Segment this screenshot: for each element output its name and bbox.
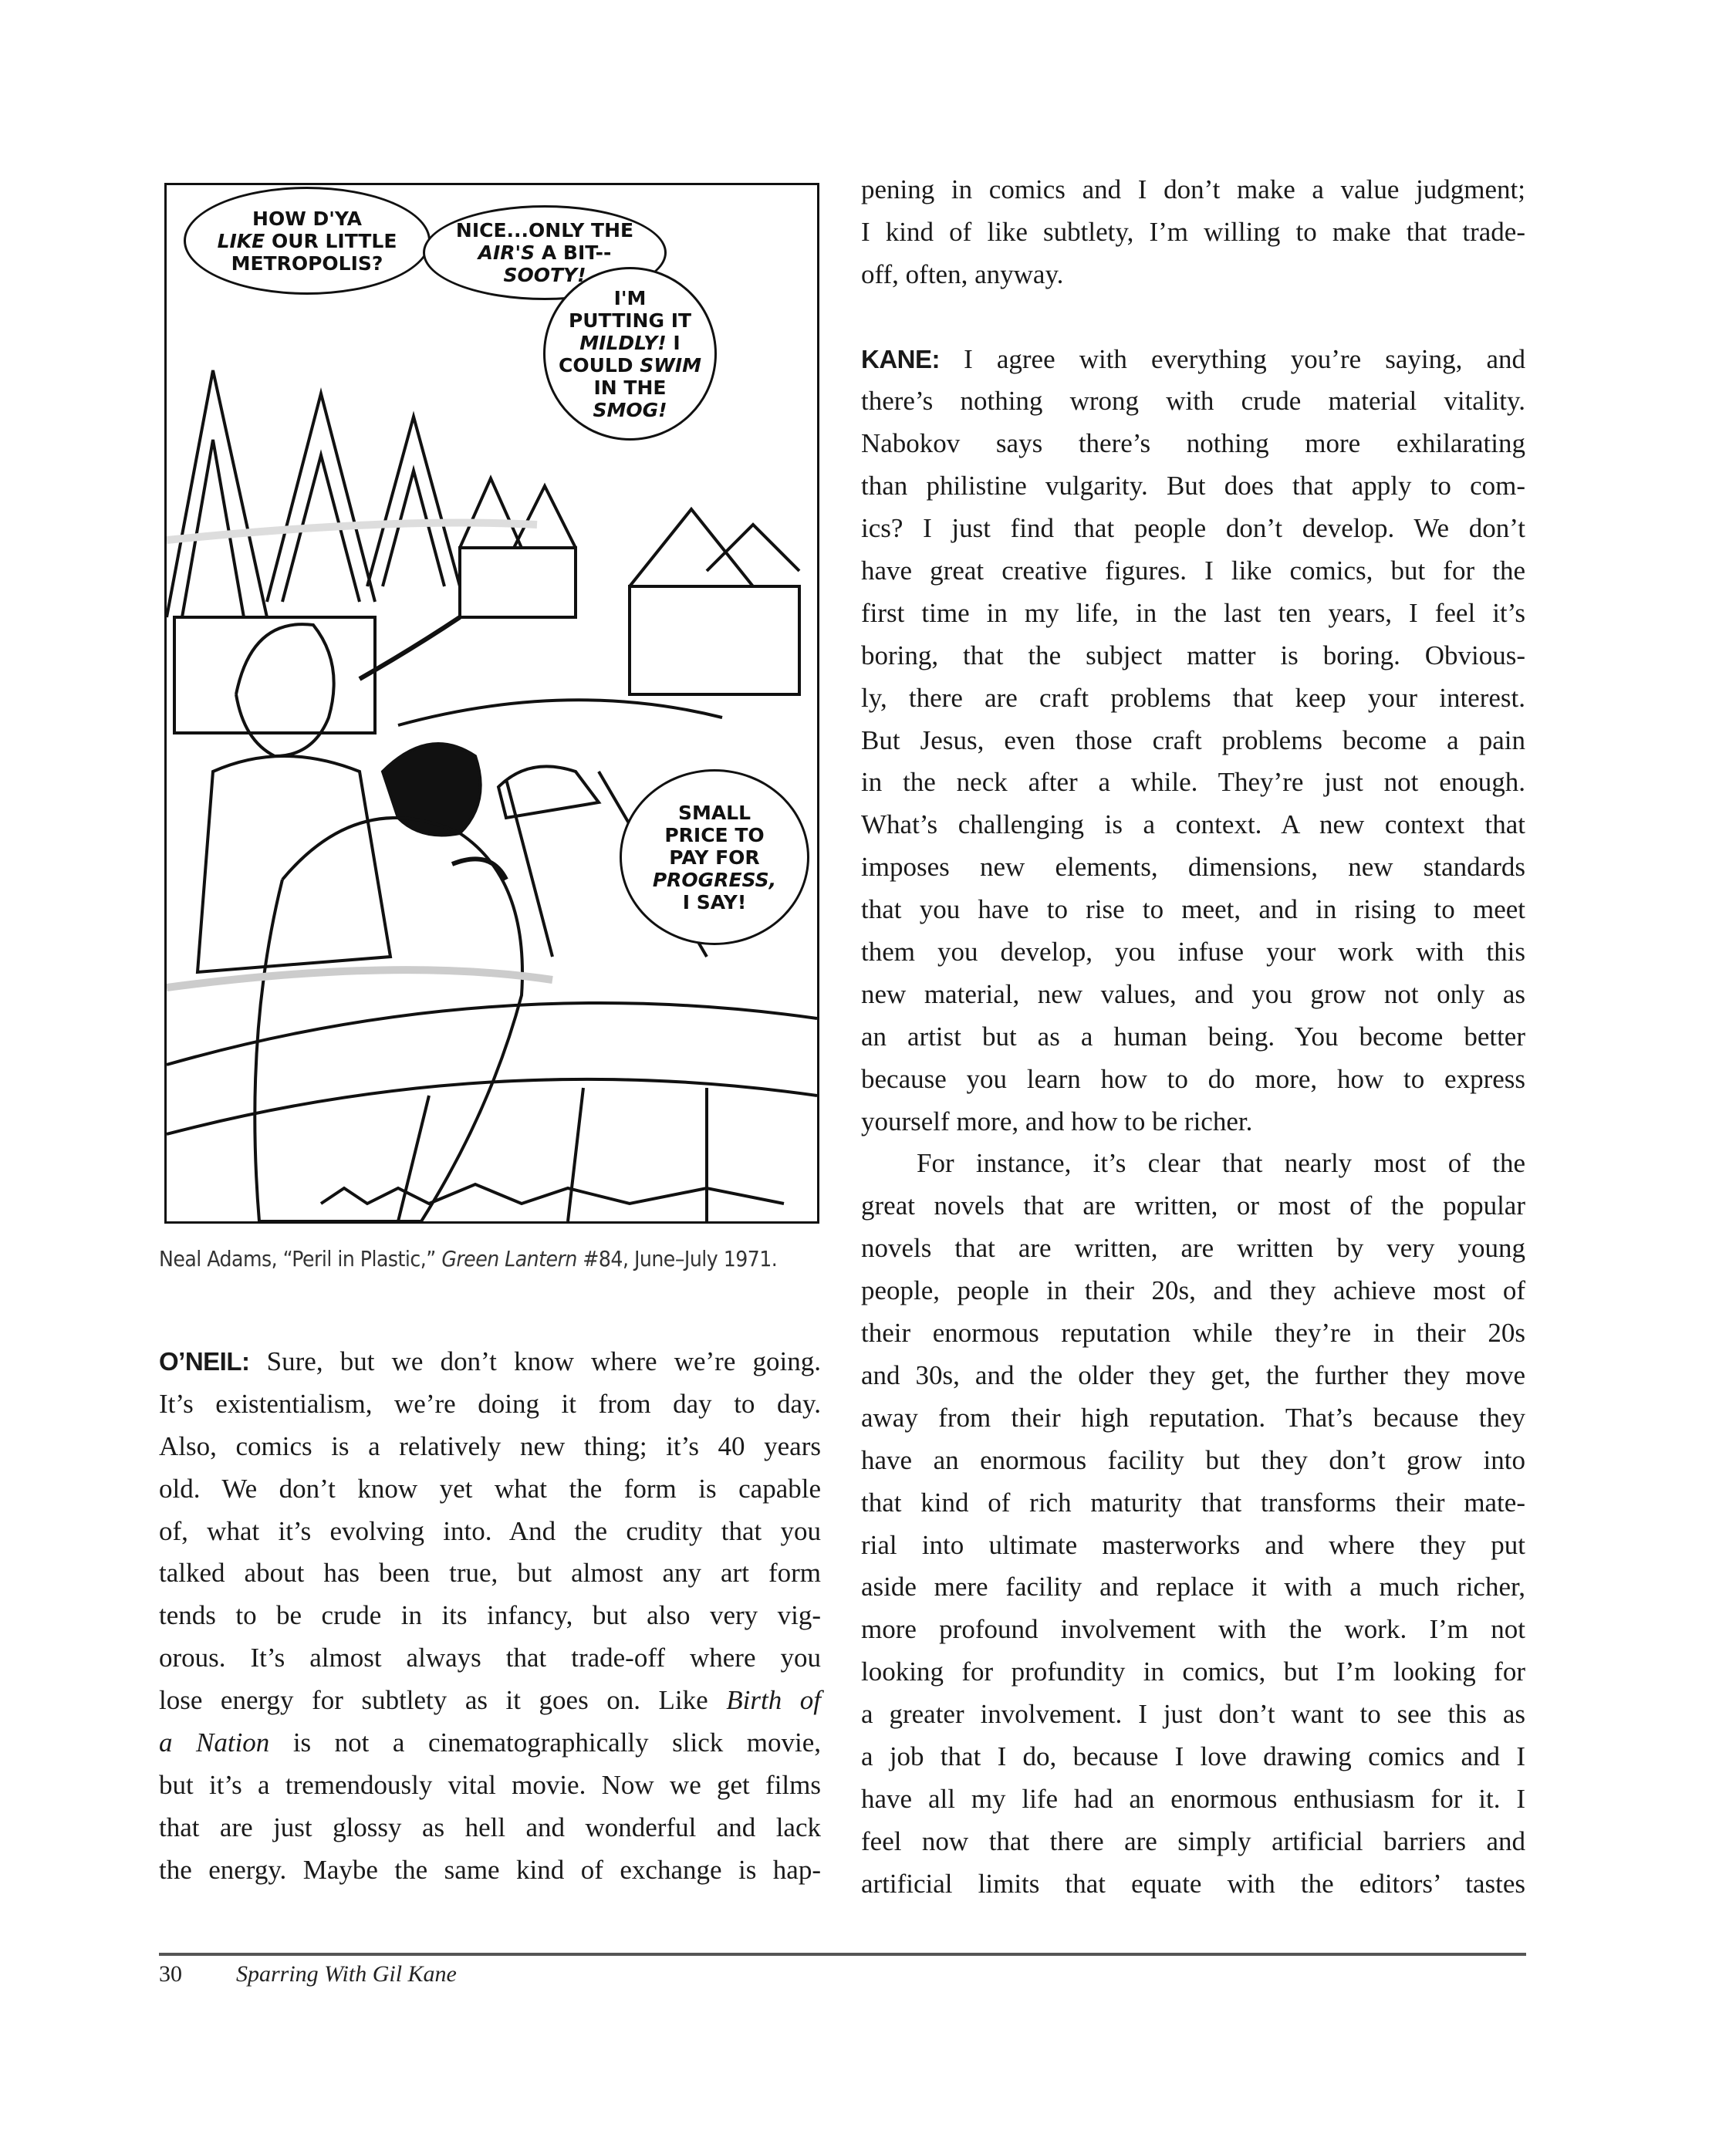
text-span: I kind of like subtlety, I’m willing to make that trade- xyxy=(861,216,1525,247)
text-span: pening in comics and I don’t make a value judgment; xyxy=(861,174,1525,204)
text-line xyxy=(861,339,1525,381)
balloon-line: PAY FOR xyxy=(669,846,760,869)
text-span: than philistine vulgarity. But does that apply to com- xyxy=(861,471,1525,501)
text-line xyxy=(861,1778,1525,1821)
text-line xyxy=(861,720,1525,762)
text-span: feel now that there are simply artificial barriers and xyxy=(861,1825,1525,1856)
balloon-line: NICE...ONLY THE xyxy=(455,219,634,241)
speaker-label: O’NEIL: xyxy=(159,1347,250,1376)
text-line xyxy=(861,1482,1525,1525)
text-span: that you have to rise to meet, and in rising to meet xyxy=(861,894,1525,925)
text-line xyxy=(861,550,1525,593)
text-span: have all my life had an enormous enthusiasm for it. I xyxy=(861,1783,1525,1814)
text-line xyxy=(159,1341,821,1383)
text-line xyxy=(861,1016,1525,1059)
text-line xyxy=(159,1637,821,1680)
balloon-line: I SAY! xyxy=(682,890,747,913)
balloon-line: SMOG! xyxy=(593,398,667,421)
balloon-line: PRICE TO xyxy=(664,823,765,846)
text-line xyxy=(861,1101,1525,1143)
text-span: novels that are written, are written by very young xyxy=(861,1233,1525,1264)
balloon-line: PROGRESS, xyxy=(652,868,777,891)
text-span: yourself more, and how to be richer. xyxy=(861,1106,1253,1136)
text-span: a greater involvement. I just don’t want to see this as xyxy=(861,1699,1525,1730)
balloon-line: LIKE OUR LITTLE xyxy=(217,229,397,252)
paragraph-gap xyxy=(861,296,1525,339)
text-line xyxy=(159,1552,821,1595)
text-span: in the neck after a while. They’re just not enough. xyxy=(861,767,1525,798)
text-line xyxy=(159,1807,821,1849)
text-span: It’s existentialism, we’re doing it from day to day. xyxy=(159,1388,821,1419)
text-line xyxy=(861,211,1525,254)
text-span: first time in my life, in the last ten years, I feel it’s xyxy=(861,597,1525,628)
text-line xyxy=(159,1595,821,1637)
balloon-text xyxy=(653,802,776,913)
comic-panel-illustration xyxy=(164,183,819,1224)
text-line xyxy=(861,423,1525,465)
text-line xyxy=(159,1511,821,1553)
text-span: lose energy for subtlety as it goes on. Like xyxy=(159,1685,727,1716)
text-span: ics? I just find that people don’t develop. We don’t xyxy=(861,513,1525,544)
text-line xyxy=(861,1312,1525,1355)
text-span: imposes new elements, dimensions, new standards xyxy=(861,852,1525,883)
caption-title: Green Lantern xyxy=(441,1246,577,1271)
text-line xyxy=(861,974,1525,1016)
balloon-line: MILDLY! I xyxy=(579,331,681,354)
text-line xyxy=(861,1059,1525,1101)
figure-caption xyxy=(159,1244,830,1275)
text-span: have an enormous facility but they don’t grow into xyxy=(861,1444,1525,1475)
text-line xyxy=(861,1736,1525,1778)
text-line xyxy=(861,380,1525,423)
footer-rule xyxy=(159,1953,1526,1956)
running-title: Sparring With Gil Kane xyxy=(236,1961,457,1987)
text-span: artificial limits that equate with the editors’ tastes xyxy=(861,1868,1525,1899)
text-span: For instance, it’s clear that nearly most of the xyxy=(917,1148,1525,1179)
balloon-line: SOOTY! xyxy=(503,264,586,286)
comic-artwork xyxy=(167,185,817,1221)
balloon-line: AIR'S A BIT-- xyxy=(478,241,612,264)
text-line xyxy=(159,1383,821,1426)
text-line xyxy=(861,1228,1525,1270)
text-line xyxy=(861,846,1525,889)
text-line xyxy=(861,635,1525,677)
text-line xyxy=(861,1525,1525,1567)
text-line xyxy=(861,465,1525,508)
text-line xyxy=(861,931,1525,974)
text-line xyxy=(861,1609,1525,1651)
text-span: looking for profundity in comics, but I’m looking for xyxy=(861,1656,1525,1687)
text-line xyxy=(861,889,1525,931)
text-line xyxy=(861,762,1525,804)
caption-text: Neal Adams, “Peril in Plastic,” xyxy=(159,1246,442,1271)
text-span: orous. It’s almost always that trade-off where you xyxy=(159,1643,821,1673)
page-footer xyxy=(159,1961,457,1987)
text-line xyxy=(861,593,1525,635)
text-line xyxy=(861,1185,1525,1228)
text-span: of, what it’s evolving into. And the crudity that you xyxy=(159,1515,821,1546)
text-line xyxy=(861,1694,1525,1736)
text-span: What’s challenging is a context. A new context that xyxy=(861,809,1525,840)
text-span: that kind of rich maturity that transforms their mate- xyxy=(861,1487,1525,1518)
text-span: But Jesus, even those craft problems become a pain xyxy=(861,724,1525,755)
speaker-label: KANE: xyxy=(861,344,940,373)
text-line xyxy=(861,1651,1525,1694)
text-span: I agree with everything you’re saying, and xyxy=(940,343,1525,374)
text-span: more profound involvement with the work. I’m not xyxy=(861,1614,1525,1645)
text-line xyxy=(159,1722,821,1764)
text-span: an artist but as a human being. You become better xyxy=(861,1021,1525,1052)
balloon-line: METROPOLIS? xyxy=(231,252,383,275)
text-span: boring, that the subject matter is boring. Obvious- xyxy=(861,640,1525,670)
text-span: a job that I do, because I love drawing comics and I xyxy=(861,1741,1525,1771)
text-line xyxy=(861,1440,1525,1482)
text-line xyxy=(159,1764,821,1807)
text-span: old. We don’t know yet what the form is capable xyxy=(159,1473,821,1504)
text-line xyxy=(861,1270,1525,1312)
text-line xyxy=(861,1355,1525,1397)
text-line xyxy=(861,1143,1525,1185)
text-span: tends to be crude in its infancy, but also very vig- xyxy=(159,1600,821,1631)
text-span: away from their high reputation. That’s because they xyxy=(861,1402,1525,1433)
text-line xyxy=(159,1468,821,1511)
balloon-text xyxy=(559,287,701,421)
speech-balloon xyxy=(184,187,431,295)
text-line xyxy=(861,1566,1525,1609)
text-span: rial into ultimate masterworks and where they put xyxy=(861,1529,1525,1560)
text-span: off, often, anyway. xyxy=(861,258,1064,289)
text-line xyxy=(159,1849,821,1892)
balloon-line: SMALL xyxy=(677,801,751,824)
speech-balloon xyxy=(620,769,809,945)
text-line xyxy=(159,1680,821,1722)
italic-title: Birth of xyxy=(726,1685,821,1716)
text-line xyxy=(159,1426,821,1468)
text-span: people, people in their 20s, and they achieve most of xyxy=(861,1275,1525,1306)
text-span: ly, there are craft problems that keep your interest. xyxy=(861,682,1525,713)
text-line xyxy=(861,1397,1525,1440)
text-span: Nabokov says there’s nothing more exhilarating xyxy=(861,428,1525,459)
text-line xyxy=(861,804,1525,846)
text-span: have great creative figures. I like comics, but for the xyxy=(861,556,1525,586)
balloon-line: IN THE xyxy=(593,376,667,399)
right-text-column xyxy=(861,169,1525,1906)
text-span: new material, new values, and you grow not only as xyxy=(861,978,1525,1009)
page-number: 30 xyxy=(159,1961,182,1987)
text-span: is not a cinematographically slick movie, xyxy=(269,1727,822,1758)
caption-text: #84, June–July 1971. xyxy=(576,1246,778,1271)
text-line xyxy=(861,254,1525,296)
text-line xyxy=(861,1863,1525,1906)
text-span: Sure, but we don’t know where we’re going. xyxy=(249,1346,821,1376)
text-span: their enormous reputation while they’re in their 20s xyxy=(861,1318,1525,1349)
left-text-column xyxy=(159,1341,821,1892)
text-span: great novels that are written, or most of the popular xyxy=(861,1190,1525,1221)
text-span: there’s nothing wrong with crude material vitality. xyxy=(861,386,1525,417)
italic-title: a Nation xyxy=(159,1727,270,1758)
text-span: them you develop, you infuse your work with this xyxy=(861,937,1525,968)
balloon-text xyxy=(218,208,397,275)
text-line xyxy=(861,169,1525,211)
balloon-line: I'M xyxy=(613,286,647,309)
text-line xyxy=(861,1821,1525,1863)
text-span: but it’s a tremendously vital movie. Now we get films xyxy=(159,1769,821,1800)
text-span: the energy. Maybe the same kind of exchange is hap- xyxy=(159,1854,821,1885)
balloon-line: HOW D'YA xyxy=(252,207,362,230)
text-span: Also, comics is a relatively new thing; it’s 40 years xyxy=(159,1430,821,1461)
thought-balloon xyxy=(543,267,717,441)
text-line xyxy=(861,508,1525,550)
text-span: because you learn how to do more, how to express xyxy=(861,1063,1525,1094)
text-span: that are just glossy as hell and wonderful and lack xyxy=(159,1812,821,1842)
text-line xyxy=(861,677,1525,720)
text-span: aside mere facility and replace it with a much richer, xyxy=(861,1572,1525,1602)
balloon-line: COULD SWIM xyxy=(558,353,702,377)
text-span: talked about has been true, but almost any art form xyxy=(159,1558,821,1589)
balloon-line: PUTTING IT xyxy=(568,309,692,332)
text-span: and 30s, and the older they get, the further they move xyxy=(861,1359,1525,1390)
